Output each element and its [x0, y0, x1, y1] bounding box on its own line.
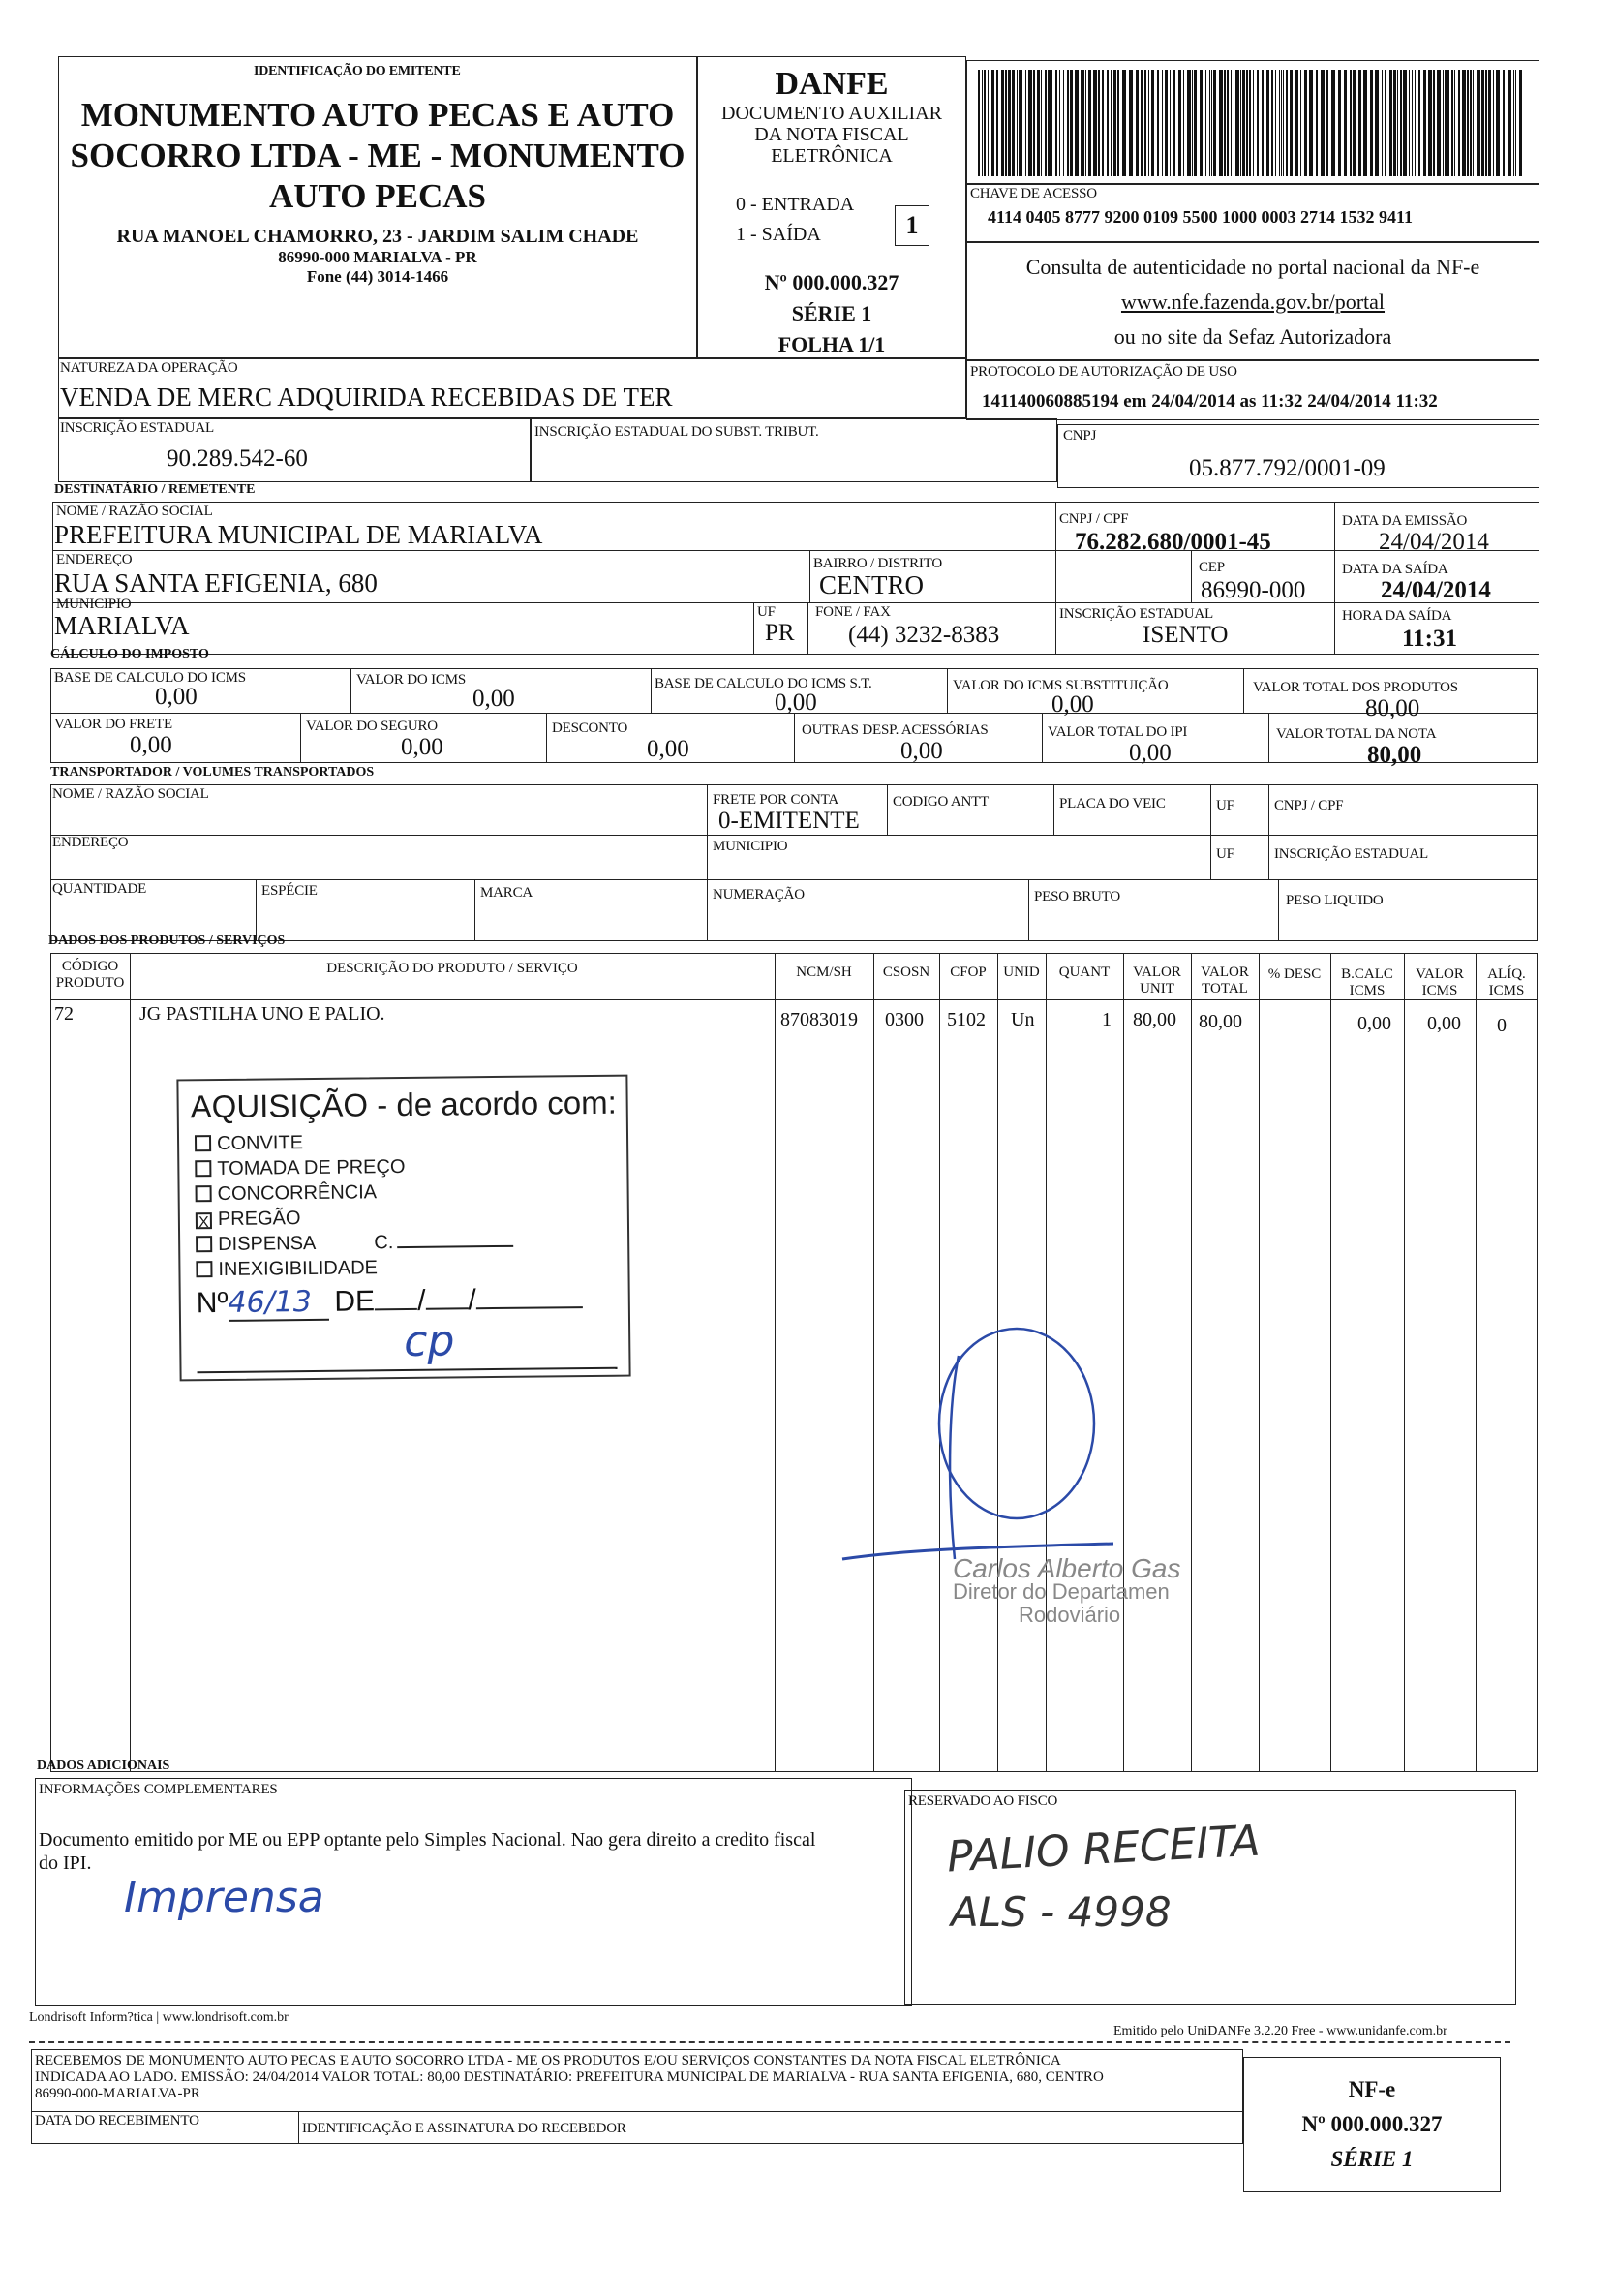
barcode-bar — [1358, 70, 1361, 176]
consulta-line1: Consulta de autenticidade no portal nacional da NF-e — [1025, 255, 1480, 279]
barcode-bar — [1451, 70, 1453, 176]
danfe-serie: SÉRIE 1 — [791, 301, 872, 325]
th-quant: QUANT — [1058, 964, 1111, 980]
transp-frete-value: 0-EMITENTE — [718, 808, 860, 834]
seguro-label: VALOR DO SEGURO — [306, 719, 438, 734]
stamp-numero-line: Nº46/13 DE / / — [197, 1282, 583, 1322]
danfe-numero: Nº 000.000.327 — [764, 270, 899, 294]
barcode-bar — [1286, 70, 1288, 176]
barcode-bar — [1363, 70, 1367, 176]
destinatario-section-label: DESTINATÁRIO / REMETENTE — [54, 482, 256, 497]
barcode-bar — [1170, 70, 1171, 176]
barcode-bar — [1519, 70, 1522, 176]
transp-uf2-label: UF — [1216, 846, 1234, 862]
row-aliq: 0 — [1497, 1015, 1507, 1036]
stamp-title: AQUISIÇÃO - de acordo com: — [190, 1084, 618, 1125]
valor-st-value: 0,00 — [1051, 691, 1094, 718]
chave-value: 4114 0405 8777 9200 0109 5500 1000 0003 2714 1532 9411 — [988, 207, 1414, 227]
barcode-bar — [1481, 70, 1484, 176]
th-bcalc: B.CALC ICMS — [1341, 966, 1393, 998]
barcode-bar — [1423, 70, 1426, 176]
dest-ie-value: ISENTO — [1143, 622, 1229, 648]
checkbox-inexigibilidade[interactable] — [196, 1261, 212, 1277]
barcode-bar — [1019, 70, 1022, 176]
transp-quantidade-label: QUANTIDADE — [52, 881, 147, 897]
transp-antt-label: CODIGO ANTT — [893, 794, 990, 810]
ie-label: INSCRIÇÃO ESTADUAL — [60, 420, 214, 436]
barcode-bar — [1309, 70, 1313, 176]
barcode-bar — [1037, 70, 1040, 176]
barcode-bar — [1418, 70, 1420, 176]
barcode-bar — [978, 70, 980, 176]
checkbox-convite[interactable] — [195, 1135, 211, 1151]
barcode-bar — [1141, 70, 1143, 176]
barcode-bar — [1485, 70, 1487, 176]
barcode-bar — [1338, 70, 1341, 176]
transp-ie-label: INSCRIÇÃO ESTADUAL — [1274, 846, 1428, 862]
barcode-bar — [984, 70, 986, 176]
stamp-opt-tomada: TOMADA DE PREÇO — [195, 1153, 512, 1181]
fisco-hand2: ALS - 4998 — [951, 1888, 1172, 1936]
danfe-entrada: 0 - ENTRADA — [736, 194, 855, 215]
barcode-bar — [1397, 70, 1398, 176]
emitente-address: RUA MANOEL CHAMORRO, 23 - JARDIM SALIM CHADE — [116, 226, 639, 247]
barcode-bar — [1257, 70, 1259, 176]
th-vunit: VALOR UNIT — [1133, 964, 1181, 996]
barcode-bar — [1331, 70, 1335, 176]
barcode-bar — [1005, 70, 1007, 176]
dest-bairro-value: CENTRO — [819, 570, 924, 599]
transp-nome-label: NOME / RAZÃO SOCIAL — [52, 786, 209, 802]
barcode-bar — [1033, 70, 1035, 176]
signature-stamp-text: Carlos Alberto Gas Diretor do Departamen Rodoviário — [953, 1553, 1181, 1627]
barcode-bar — [1063, 70, 1064, 176]
dest-data-saida-label: DATA DA SAÍDA — [1342, 562, 1448, 577]
barcode-bar — [1437, 70, 1441, 176]
row-vtotal: 80,00 — [1199, 1011, 1242, 1032]
row-vunit: 80,00 — [1133, 1009, 1176, 1030]
ie-value: 90.289.542-60 — [167, 445, 308, 472]
base-st-value: 0,00 — [775, 689, 817, 716]
ident-receb-label: IDENTIFICAÇÃO E ASSINATURA DO RECEBEDOR — [302, 2121, 626, 2136]
barcode-bar — [1008, 70, 1011, 176]
dest-cep-label: CEP — [1199, 560, 1225, 575]
checkbox-dispensa[interactable] — [196, 1236, 212, 1252]
th-desc: % DESC — [1267, 966, 1322, 982]
emit-cnpj-value: 05.877.792/0001-09 — [1189, 455, 1386, 481]
row-descricao: JG PASTILHA UNO E PALIO. — [139, 1003, 385, 1025]
emitente-name-line2: SOCORRO LTDA - ME - MONUMENTO — [70, 137, 686, 174]
footer-emitido: Emitido pelo UniDANFe 3.2.20 Free - www.unidanfe.com.br — [1113, 2024, 1447, 2038]
barcode-bar — [1070, 70, 1073, 176]
dest-data-emissao-value: 24/04/2014 — [1379, 529, 1489, 555]
adicionais-section-label: DADOS ADICIONAIS — [37, 1759, 170, 1773]
ipi-value: 0,00 — [1129, 740, 1172, 766]
row-codigo: 72 — [54, 1003, 74, 1025]
barcode-bar — [1001, 70, 1004, 176]
stamp-opt-convite: CONVITE — [195, 1128, 512, 1156]
barcode-bar — [1344, 70, 1347, 176]
row-vicms: 0,00 — [1427, 1013, 1461, 1034]
barcode-bar — [1477, 70, 1480, 176]
barcode-bar — [1240, 70, 1241, 176]
transp-municipio-label: MUNICIPIO — [713, 839, 788, 854]
th-aliq: ALÍQ. ICMS — [1487, 966, 1526, 998]
barcode-bar — [1093, 70, 1097, 176]
barcode-bar — [1283, 70, 1284, 176]
protocolo-label: PROTOCOLO DE AUTORIZAÇÃO DE USO — [970, 364, 1237, 380]
ipi-label: VALOR TOTAL DO IPI — [1048, 724, 1188, 740]
barcode-bar — [996, 70, 998, 176]
row-csosn: 0300 — [885, 1009, 924, 1030]
barcode-bar — [1067, 70, 1069, 176]
barcode-bar — [1428, 70, 1432, 176]
base-icms-value: 0,00 — [155, 684, 198, 710]
transp-especie-label: ESPÉCIE — [261, 883, 318, 899]
info-label: INFORMAÇÕES COMPLEMENTARES — [39, 1782, 278, 1797]
barcode-bar — [1496, 70, 1500, 176]
barcode-bar — [1136, 70, 1139, 176]
barcode-bar — [1321, 70, 1325, 176]
dest-bairro-label: BAIRRO / DISTRITO — [813, 556, 942, 571]
natureza-value: VENDA DE MERC ADQUIRIDA RECEBIDAS DE TER — [60, 383, 673, 412]
barcode-bar — [1045, 70, 1047, 176]
th-unid: UNID — [1003, 964, 1040, 980]
barcode-bar — [1493, 70, 1494, 176]
desconto-label: DESCONTO — [552, 720, 628, 736]
barcode-bar — [1412, 70, 1413, 176]
total-nota-label: VALOR TOTAL DA NOTA — [1276, 726, 1437, 742]
barcode-bar — [1205, 70, 1206, 176]
checkbox-tomada[interactable] — [195, 1160, 211, 1177]
barcode-bar — [1178, 70, 1181, 176]
imposto-section-label: CÁLCULO DO IMPOSTO — [50, 647, 209, 661]
barcode-bar — [1415, 70, 1416, 176]
seguro-value: 0,00 — [401, 734, 443, 760]
th-vicms: VALOR ICMS — [1416, 966, 1464, 998]
dest-cep-value: 86990-000 — [1201, 577, 1306, 603]
barcode-bar — [1151, 70, 1154, 176]
barcode-bar — [1316, 70, 1318, 176]
barcode-bar — [982, 70, 983, 176]
th-vtotal: VALOR TOTAL — [1201, 964, 1249, 996]
barcode-bar — [1462, 70, 1466, 176]
ie-st-label: INSCRIÇÃO ESTADUAL DO SUBST. TRIBUT. — [534, 424, 819, 440]
emit-cnpj-label: CNPJ — [1063, 428, 1097, 444]
desconto-value: 0,00 — [647, 736, 689, 762]
th-cfop: CFOP — [950, 964, 987, 980]
barcode-bar — [1326, 70, 1328, 176]
th-csosn: CSOSN — [882, 964, 930, 980]
danfe-title: DANFE — [775, 66, 889, 102]
footer-software: Londrisoft Inform?tica | www.londrisoft.com.br — [29, 2010, 289, 2025]
dest-nome-label: NOME / RAZÃO SOCIAL — [56, 504, 213, 519]
stamp-numero-hand: 46/13 — [228, 1285, 328, 1322]
fisco-hand1: PALIO RECEITA — [945, 1816, 1262, 1883]
stamp-opt-inexigibilidade: INEXIGIBILIDADE — [196, 1254, 513, 1282]
dest-cnpj-label: CNPJ / CPF — [1059, 511, 1129, 527]
danfe-folha: FOLHA 1/1 — [777, 332, 886, 356]
barcode-bar — [1300, 70, 1301, 176]
barcode-bar — [1242, 70, 1245, 176]
dest-municipio-value: MARIALVA — [54, 611, 190, 640]
consulta-block — [966, 250, 1539, 354]
barcode-bar — [1262, 70, 1264, 176]
barcode-bar — [1157, 70, 1159, 176]
transp-placa-label: PLACA DO VEIC — [1059, 796, 1166, 811]
barcode-bar — [1200, 70, 1203, 176]
aquisicao-stamp — [176, 1075, 630, 1382]
info-text: Documento emitido por ME ou EPP optante pelo Simples Nacional. Nao gera direito a credito fiscal do IPI. — [39, 1829, 816, 1874]
barcode-bar — [1445, 70, 1447, 176]
danfe-tipo-box — [895, 205, 929, 246]
th-descricao: DESCRIÇÃO DO PRODUTO / SERVIÇO — [326, 961, 578, 976]
barcode-bar — [1059, 70, 1060, 176]
barcode-bar — [1111, 70, 1112, 176]
barcode-bar — [1055, 70, 1057, 176]
checkbox-pregao[interactable]: X — [196, 1212, 212, 1229]
frete-value: 0,00 — [130, 732, 172, 758]
stamp-opt-dispensa: DISPENSA C. — [196, 1229, 513, 1257]
barcode-bar — [1403, 70, 1407, 176]
total-produtos-label: VALOR TOTAL DOS PRODUTOS — [1253, 680, 1458, 695]
data-receb-label: DATA DO RECEBIMENTO — [35, 2113, 199, 2128]
barcode-bar — [1113, 70, 1116, 176]
barcode-bar — [1028, 70, 1032, 176]
row-ncm: 87083019 — [780, 1009, 858, 1030]
barcode-bar — [1467, 70, 1469, 176]
barcode-bar — [1041, 70, 1042, 176]
barcode — [978, 70, 1528, 176]
barcode-bar — [1389, 70, 1392, 176]
frete-label: VALOR DO FRETE — [54, 717, 172, 732]
barcode-bar — [1219, 70, 1223, 176]
danfe-sub1: DOCUMENTO AUXILIAR — [721, 103, 942, 124]
barcode-bar — [1281, 70, 1282, 176]
transportador-section-label: TRANSPORTADOR / VOLUMES TRANSPORTADOS — [50, 765, 375, 780]
barcode-bar — [1488, 70, 1491, 176]
barcode-bar — [1162, 70, 1163, 176]
barcode-bar — [1249, 70, 1251, 176]
barcode-bar — [1473, 70, 1474, 176]
barcode-bar — [1075, 70, 1079, 176]
barcode-bar — [1102, 70, 1104, 176]
valor-icms-label: VALOR DO ICMS — [356, 672, 466, 688]
emitente-phone: Fone (44) 3014-1466 — [306, 267, 449, 286]
fisco-label: RESERVADO AO FISCO — [908, 1793, 1058, 1809]
barcode-bar — [1385, 70, 1386, 176]
transp-numeracao-label: NUMERAÇÃO — [713, 887, 805, 903]
emitente-section-label: IDENTIFICAÇÃO DO EMITENTE — [254, 64, 461, 78]
natureza-label: NATUREZA DA OPERAÇÃO — [60, 360, 238, 376]
checkbox-concorrencia[interactable] — [196, 1185, 212, 1202]
barcode-bar — [1025, 70, 1026, 176]
barcode-bar — [1187, 70, 1191, 176]
row-quant: 1 — [1102, 1009, 1112, 1030]
dest-hora-saida-value: 11:31 — [1402, 626, 1457, 652]
th-codigo: CÓDIGO PRODUTO — [55, 959, 125, 991]
barcode-bar — [991, 70, 994, 176]
barcode-bar — [1400, 70, 1402, 176]
emitente-city: 86990-000 MARIALVA - PR — [278, 248, 477, 266]
barcode-bar — [1148, 70, 1149, 176]
info-hand-note: Imprensa — [124, 1873, 324, 1922]
barcode-bar — [1081, 70, 1082, 176]
stamp-options — [195, 1128, 514, 1282]
barcode-bar — [1144, 70, 1146, 176]
barcode-bar — [1165, 70, 1168, 176]
total-nota-value: 80,00 — [1367, 742, 1422, 768]
base-icms-label: BASE DE CALCULO DO ICMS — [54, 670, 246, 686]
dest-uf-label: UF — [757, 604, 776, 620]
barcode-bar — [1211, 70, 1212, 176]
barcode-bar — [1253, 70, 1254, 176]
barcode-bar — [1051, 70, 1052, 176]
barcode-bar — [1107, 70, 1109, 176]
barcode-bar — [1235, 70, 1239, 176]
barcode-bar — [1085, 70, 1086, 176]
barcode-bar — [1290, 70, 1293, 176]
row-bcalc: 0,00 — [1357, 1013, 1391, 1034]
dest-cnpj-value: 76.282.680/0001-45 — [1075, 529, 1271, 555]
barcode-bar — [1447, 70, 1449, 176]
barcode-bar — [1353, 70, 1356, 176]
barcode-bar — [1503, 70, 1505, 176]
total-produtos-value: 80,00 — [1365, 695, 1420, 721]
transp-peso-liquido-label: PESO LIQUIDO — [1286, 893, 1384, 908]
row-unid: Un — [1011, 1009, 1035, 1030]
barcode-bar — [1227, 70, 1229, 176]
produtos-section-label: DADOS DOS PRODUTOS / SERVIÇOS — [48, 934, 286, 948]
protocolo-value: 141140060885194 em 24/04/2014 as 11:32 24/04/2014 11:32 — [982, 391, 1438, 412]
barcode-bar — [1213, 70, 1216, 176]
emitente-name — [58, 95, 697, 217]
barcode-bar — [1454, 70, 1455, 176]
barcode-bar — [1012, 70, 1015, 176]
barcode-bar — [1183, 70, 1184, 176]
barcode-bar — [1209, 70, 1210, 176]
barcode-bar — [1266, 70, 1269, 176]
transp-uf-label: UF — [1216, 798, 1234, 813]
barcode-bar — [1443, 70, 1444, 176]
recibo-nfe-block: NF-e Nº 000.000.327 SÉRIE 1 — [1301, 2077, 1443, 2171]
barcode-bar — [1375, 70, 1379, 176]
danfe-num-block — [697, 267, 966, 360]
danfe-sub3: ELETRÔNICA — [771, 145, 893, 167]
transp-peso-bruto-label: PESO BRUTO — [1034, 889, 1120, 904]
dest-fone-value: (44) 3232-8383 — [848, 622, 1000, 648]
barcode-bar — [1470, 70, 1472, 176]
barcode-bar — [1370, 70, 1373, 176]
barcode-bar — [1098, 70, 1100, 176]
barcode-bar — [1515, 70, 1516, 176]
chave-label: CHAVE DE ACESSO — [970, 186, 1097, 201]
outras-value: 0,00 — [900, 738, 943, 764]
barcode-bar — [1304, 70, 1307, 176]
barcode-bar — [1231, 70, 1232, 176]
valor-st-label: VALOR DO ICMS SUBSTITUIÇÃO — [953, 678, 1169, 693]
barcode-bar — [1382, 70, 1383, 176]
barcode-bar — [1271, 70, 1273, 176]
dest-endereco-value: RUA SANTA EFIGENIA, 680 — [54, 568, 378, 597]
barcode-bar — [1082, 70, 1084, 176]
dest-fone-label: FONE / FAX — [815, 604, 891, 620]
danfe-tipo: 1 — [905, 211, 919, 239]
consulta-line3: ou no site da Sefaz Autorizadora — [1113, 324, 1392, 349]
barcode-bar — [1017, 70, 1018, 176]
barcode-bar — [1279, 70, 1280, 176]
row-cfop: 5102 — [947, 1009, 986, 1030]
barcode-bar — [1192, 70, 1193, 176]
recibo-text: RECEBEMOS DE MONUMENTO AUTO PECAS E AUTO SOCORRO LTDA - ME OS PRODUTOS E/OU SERVIÇOS CONSTANTES DA NOTA FISCAL ELETRÔNICA INDICADA AO LADO. EMISSÃO: 24/04/2014 VALOR TOTAL: 80,00 DESTINATÁRIO: PREFEITURA MUNICIPAL DE MARIALVA - RUA SANTA EFIGENIA, 680, CENTRO 86990-000-MARIALVA-PR — [35, 2053, 1104, 2101]
dest-hora-saida-label: HORA DA SAÍDA — [1342, 608, 1452, 624]
transp-cnpj-label: CNPJ / CPF — [1274, 798, 1344, 813]
stamp-signature: cp — [403, 1316, 455, 1367]
barcode-bar — [1508, 70, 1511, 176]
barcode-bar — [1224, 70, 1226, 176]
barcode-bar — [1122, 70, 1126, 176]
barcode-bar — [1246, 70, 1248, 176]
dest-municipio-label: MUNICIPIO — [56, 597, 132, 612]
barcode-bar — [1129, 70, 1133, 176]
barcode-bar — [1117, 70, 1119, 176]
emitente-address-block — [58, 225, 697, 287]
dest-uf-value: PR — [765, 620, 795, 646]
dest-data-emissao-label: DATA DA EMISSÃO — [1342, 513, 1468, 529]
barcode-bar — [1458, 70, 1460, 176]
barcode-bar — [1513, 70, 1514, 176]
barcode-bar — [1048, 70, 1051, 176]
barcode-bar — [1393, 70, 1396, 176]
danfe-sub2: DA NOTA FISCAL — [754, 124, 909, 145]
dest-nome-value: PREFEITURA MUNICIPAL DE MARIALVA — [54, 520, 543, 549]
barcode-bar — [988, 70, 989, 176]
barcode-bar — [1194, 70, 1197, 176]
barcode-bar — [1295, 70, 1298, 176]
barcode-bar — [1275, 70, 1276, 176]
outras-label: OUTRAS DESP. ACESSÓRIAS — [802, 722, 989, 738]
transp-marca-label: MARCA — [480, 885, 533, 901]
danfe-saida: 1 - SAÍDA — [736, 224, 821, 245]
barcode-bar — [1173, 70, 1175, 176]
danfe-title-block — [697, 66, 966, 167]
dest-data-saida-value: 24/04/2014 — [1381, 577, 1491, 603]
barcode-bar — [1409, 70, 1410, 176]
consulta-portal-link[interactable]: www.nfe.fazenda.gov.br/portal — [1120, 290, 1386, 314]
barcode-bar — [1088, 70, 1091, 176]
barcode-bar — [1350, 70, 1352, 176]
dest-endereco-label: ENDEREÇO — [56, 552, 133, 567]
transp-frete-label: FRETE POR CONTA — [713, 792, 838, 808]
barcode-bar — [1433, 70, 1435, 176]
th-ncm: NCM/SH — [796, 964, 852, 980]
valor-icms-value: 0,00 — [472, 686, 515, 712]
cut-line — [29, 2041, 1510, 2043]
base-st-label: BASE DE CALCULO DO ICMS S.T. — [655, 676, 872, 691]
emitente-name-line1: MONUMENTO AUTO PECAS E AUTO — [80, 96, 675, 134]
stamp-opt-concorrencia: CONCORRÊNCIA — [195, 1179, 512, 1207]
transp-endereco-label: ENDEREÇO — [52, 835, 129, 850]
emitente-name-line3: AUTO PECAS — [269, 177, 486, 215]
dest-ie-label: INSCRIÇÃO ESTADUAL — [1059, 606, 1213, 622]
stamp-opt-pregao: X PREGÃO — [196, 1204, 513, 1232]
